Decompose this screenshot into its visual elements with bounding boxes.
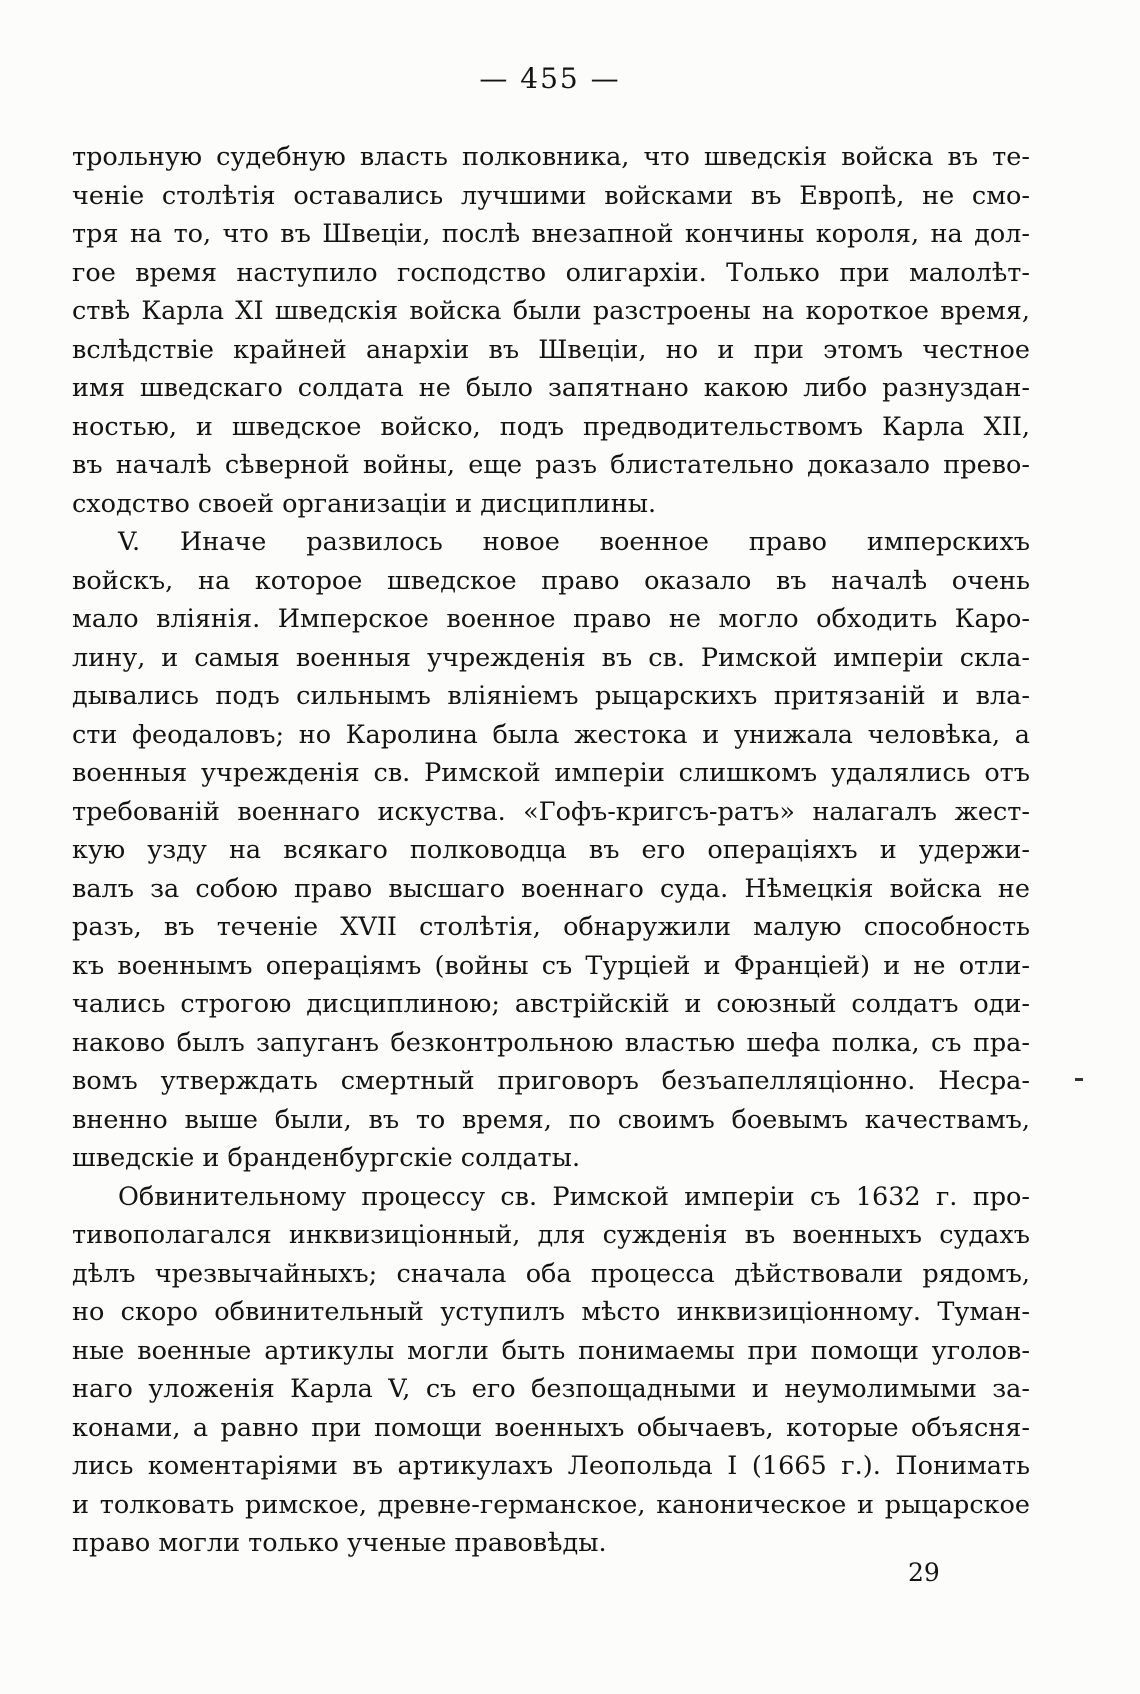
text-line: въ началѣ сѣверной войны, еще разъ блистательно доказало прево-	[72, 450, 1030, 480]
text-line: вслѣдствіе крайней анархіи въ Швеціи, но и при этомъ честное	[72, 334, 1030, 365]
paragraph-start-line: V. Иначе развилось новое военное право имперскихъ	[118, 527, 1030, 557]
text-line: ченіе столѣтія оставались лучшими войсками въ Европѣ, не смо-	[72, 180, 1030, 211]
signature-mark: 29	[908, 1558, 940, 1587]
text-line: лись коментаріями въ артикулахъ Леопольда I (1665 г.). Понимать	[72, 1451, 1030, 1481]
text-line: разъ, въ теченіе XVII столѣтія, обнаружили малую способность	[72, 912, 1030, 942]
text-line: лину, и самыя военныя учрежденія въ св. Римской имперіи скла-	[72, 642, 1030, 673]
text-line: но скоро обвинительный уступилъ мѣсто инквизиціонному. Туман-	[72, 1297, 1030, 1327]
text-line: валъ за собою право высшаго военнаго суда. Нѣмецкія войска не	[72, 873, 1030, 904]
text-line: дывались подъ сильнымъ вліяніемъ рыцарскихъ притязаній и вла-	[72, 681, 1030, 711]
text-line: вненно выше были, въ то время, по своимъ боевымъ качествамъ,	[72, 1104, 1030, 1135]
text-line: мало вліянія. Имперское военное право не могло обходить Каро-	[72, 604, 1030, 634]
text-line: сти феодаловъ; но Каролина была жестока и унижала человѣка, а	[72, 719, 1030, 750]
text-line: и толковать римское, древне-германское, каноническое и рыцарское	[72, 1489, 1030, 1520]
text-line: войскъ, на которое шведское право оказало въ началѣ очень	[72, 565, 1030, 596]
body-text	[72, 138, 1030, 1563]
text-line: ствѣ Карла XI шведскія войска были разстроены на короткое время,	[72, 296, 1030, 326]
text-line: право могли только ученые правовѣды.	[72, 1528, 607, 1558]
text-line: дѣлъ чрезвычайныхъ; сначала оба процесса дѣйствовали рядомъ,	[72, 1258, 1030, 1289]
text-line: тря на то, что въ Швеціи, послѣ внезапной кончины короля, на дол-	[72, 219, 1030, 249]
text-line: кую узду на всякаго полководца въ его операціяхъ и удержи-	[72, 835, 1030, 865]
text-line: къ военнымъ операціямъ (войны съ Турціей и Франціей) и не отли-	[72, 950, 1030, 981]
text-line: ные военные артикулы могли быть понимаемы при помощи уголов-	[72, 1335, 1030, 1366]
text-line: сходство своей организаціи и дисциплины.	[72, 488, 657, 519]
paragraph-start-line: Обвинительному процессу св. Римской имперіи съ 1632 г. про-	[118, 1181, 1030, 1212]
text-line: тивополагался инквизиціонный, для сужденія въ военныхъ судахъ	[72, 1220, 1030, 1250]
text-line: вомъ утверждать смертный приговоръ безъапелляціонно. Несра-	[72, 1066, 1030, 1096]
text-line: чались строгою дисциплиною; австрійскій и союзный солдатъ оди-	[72, 989, 1030, 1019]
text-line: имя шведскаго солдата не было запятнано какою либо разнуздан-	[72, 373, 1030, 403]
text-line: наго уложенія Карла V, съ его безпощадными и неумолимыми за-	[72, 1374, 1030, 1404]
text-line: шведскіе и бранденбургскіе солдаты.	[72, 1143, 581, 1173]
text-line: гое время наступило господство олигархіи. Только при малолѣт-	[72, 257, 1030, 288]
text-line: трольную судебную власть полковника, что шведскія войска въ те-	[72, 142, 1030, 172]
text-line: требованій военнаго искуства. «Гофъ-кригсъ-ратъ» налагалъ жест-	[72, 796, 1030, 827]
stray-ink-mark	[1075, 1078, 1083, 1081]
text-line: военныя учрежденія св. Римской имперіи слишкомъ удалялись отъ	[72, 758, 1030, 788]
text-line: наково былъ запуганъ безконтрольною властью шефа полка, съ пра-	[72, 1027, 1030, 1058]
text-line: ностью, и шведское войско, подъ предводительствомъ Карла XII,	[72, 411, 1030, 442]
page-number-header: — 455 —	[479, 62, 621, 95]
text-line: конами, а равно при помощи военныхъ обычаевъ, которые объясня-	[72, 1412, 1030, 1443]
